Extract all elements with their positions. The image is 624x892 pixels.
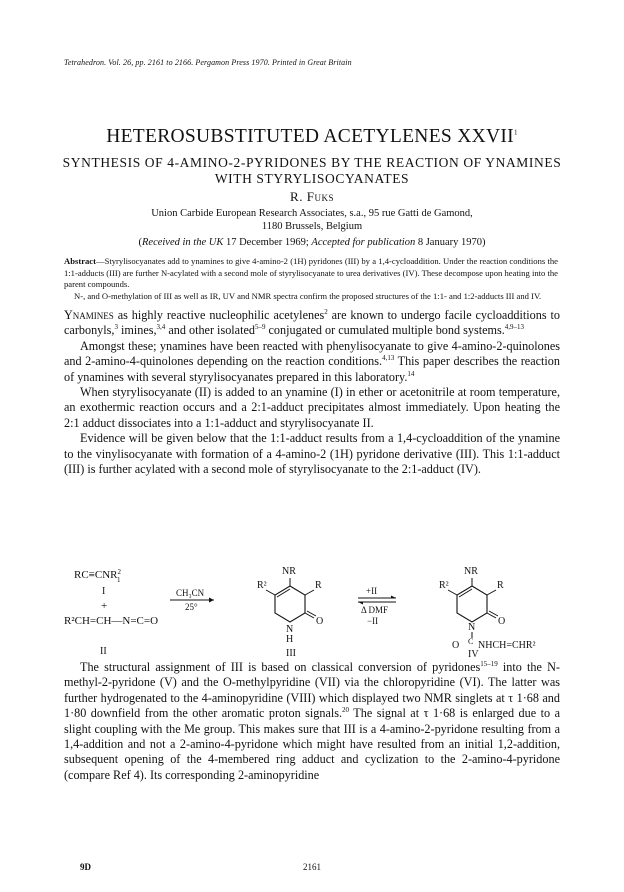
temperature-label: 25°: [185, 602, 198, 612]
arrow-1-head: [209, 598, 214, 603]
urea-IV: [439, 566, 536, 658]
ref-4-13: 4,13: [382, 354, 395, 363]
article-title: [0, 126, 624, 148]
label-III: III: [286, 648, 296, 658]
nr2-label-III: NR: [282, 566, 296, 577]
ref-14: 14: [407, 369, 415, 378]
p1-d: and other isolated: [165, 323, 255, 338]
body-lower: [64, 660, 560, 783]
styrylisocyanate-formula: R²CH=CH—N=C=O: [64, 615, 159, 627]
ref-20: 20: [342, 706, 350, 715]
received-open-paren: (: [138, 237, 142, 248]
author-name: R. Fuks: [290, 189, 334, 204]
received-label: Received in the UK: [142, 237, 224, 248]
body-upper: [64, 308, 560, 477]
affiliation-line-1: Union Carbide European Research Associates, s.a., 95 rue Gatti de Gamond,: [151, 208, 473, 219]
plus-sign: +: [101, 600, 108, 612]
nr2-label-IV: NR: [464, 566, 478, 577]
ref-2: 2: [324, 307, 328, 316]
r2-label-III: R²: [257, 580, 267, 591]
ref-3-4: 3,4: [156, 323, 166, 332]
reagents-group: [64, 568, 158, 657]
o-label-III: O: [316, 616, 324, 627]
abstract: [64, 256, 558, 302]
ref-4-9-13: 4,9–13: [504, 323, 525, 332]
received-date: 17 December 1969;: [223, 237, 312, 248]
r2-label-IV: R²: [439, 580, 449, 591]
p5-b: into the N-methyl-2-pyridone (V) and the O-methylpyridine (VII) via the chloropyridine (VI). The latter was further hydrogenated to the 4-aminopyridine (VIII) which displayed two NMR singlets at τ 1·68 and 1·80 downfield from the other aromatic proton signals.: [64, 660, 560, 721]
label-I: I: [102, 586, 106, 597]
n-label-IV: N: [468, 622, 476, 633]
ref-3: 3: [114, 323, 118, 332]
p2-b: This paper describes the reaction of ynamines with several styrylisocyanates prepared in this laboratory.: [64, 354, 560, 384]
p1-e: conjugated or cumulated multiple bond systems.: [265, 323, 505, 338]
pyridone-III: [257, 566, 323, 658]
affiliation: [80, 207, 544, 233]
plus-II-label: +II: [366, 586, 378, 596]
solvent-label: CH₃CN: [176, 588, 205, 598]
abstract-text-2: N-, and O-methylation of III as well as IR, UV and NMR spectra confirm the proposed structures of the 1:1- and 1:2-adducts III and IV.: [74, 290, 542, 301]
ring-III: [275, 586, 305, 622]
abstract-text-1: —Styrylisocyanates add to ynamines to give 4-amino-2 (1H) pyridones (III) by a 1,4-cycloaddition. Under the reaction conditions the 1:1-adducts (III) are further N-acylated with a second mole of styrylisocyanate to urea derivatives (IV). These decompose upon heating into the parent compounds.: [64, 256, 558, 290]
p5-a: The structural assignment of III is based on classical conversion of pyridones: [80, 660, 481, 674]
accepted-date: 8 January 1970): [415, 237, 486, 248]
accepted-label: Accepted for publication: [311, 237, 416, 248]
p1-b: are known to undergo facile cycloadditions to carbonyls,: [64, 308, 560, 338]
journal-citation-line: Tetrahedron. Vol. 26, pp. 2161 to 2166. Pergamon Press 1970. Printed in Great Britain: [64, 58, 352, 67]
arrow-1: [170, 588, 214, 612]
o-label-IV: O: [498, 616, 506, 627]
n-label-III: N: [286, 624, 294, 635]
abstract-label: Abstract: [64, 256, 96, 266]
paragraph-2: [64, 339, 560, 385]
paragraph-1-lead: Ynamines: [64, 308, 114, 322]
reaction-scheme: [64, 566, 560, 658]
p5-c: The signal at τ 1·68 is enlarged due to a slight coupling with the Me group. This makes sure that III is a 4-amino-2-pyridone resulting from a 1,4-addition and not a 2-amino-4-pyridone which might have resulted from an initial 1,2-addition, subsequent opening of the 4-membered ring adduct and cyclization to the 2-amino-4-pyridone (compare Ref 4). Its corresponding 2-aminopyridine: [64, 706, 560, 782]
delta-dmf-label: Δ DMF: [361, 605, 389, 615]
p1-c: imines,: [117, 323, 157, 338]
minus-II-label: −II: [367, 616, 379, 626]
r-label-III: R: [315, 580, 322, 591]
ref-5-9: 5–9: [254, 323, 266, 332]
urea-chain: NHCH=CHR²: [478, 640, 536, 651]
ref-15-19: 15–19: [480, 659, 498, 668]
equilibrium-arrows: [358, 586, 396, 626]
paragraph-4: Evidence will be given below that the 1:1-adduct results from a 1,4-cycloaddition of the ynamine to the vinylisocyanate with formation of a 4-amino-2 (1H) pyridone derivative (III). This 1:1-adduct (III) is further acylated with a second mole of styrylisocyanate to the 2:1-adduct (IV).: [64, 431, 560, 477]
r-label-IV: R: [497, 580, 504, 591]
received-dates: [0, 237, 624, 248]
c-label-IV: C: [468, 637, 474, 646]
carbonyl-o-IV: O: [452, 640, 460, 651]
paragraph-3: When styrylisocyanate (II) is added to an ynamine (I) in ether or acetonitrile at room temperature, an exothermic reaction occurs and a 2:1-adduct precipitates almost immediately. Upon heating the 2:1 adduct dissociates into a 1:1-adduct and styrylisocyanate II.: [64, 385, 560, 430]
ynamine-formula: $RC\equiv CNR^2$ $_1$: [74, 568, 121, 584]
ring-IV: [457, 586, 487, 622]
signature-mark: 9D: [80, 862, 91, 872]
article-subtitle: SYNTHESIS OF 4-AMINO-2-PYRIDONES BY THE REACTION OF YNAMINES WITH STYRYLISOCYANATES: [62, 155, 562, 186]
title-text: HETEROSUBSTITUTED ACETYLENES XXVII: [106, 126, 514, 147]
affiliation-line-2: 1180 Brussels, Belgium: [261, 221, 363, 232]
p2-a: Amongst these; ynamines have been reacted with phenylisocyanate to give 4-amino-2-quinolones and 2-amino-4-quinolones depending on the reaction conditions.: [64, 338, 560, 369]
h-label-III: H: [286, 634, 294, 645]
page-number: 2161: [303, 862, 321, 872]
p1-a: as highly reactive nucleophilic acetylenes: [113, 308, 325, 322]
label-IV: IV: [468, 649, 479, 658]
paragraph-5: [64, 660, 560, 783]
title-footnote-marker: 1: [513, 128, 518, 137]
label-II: II: [100, 646, 107, 657]
paragraph-1: [64, 308, 560, 339]
